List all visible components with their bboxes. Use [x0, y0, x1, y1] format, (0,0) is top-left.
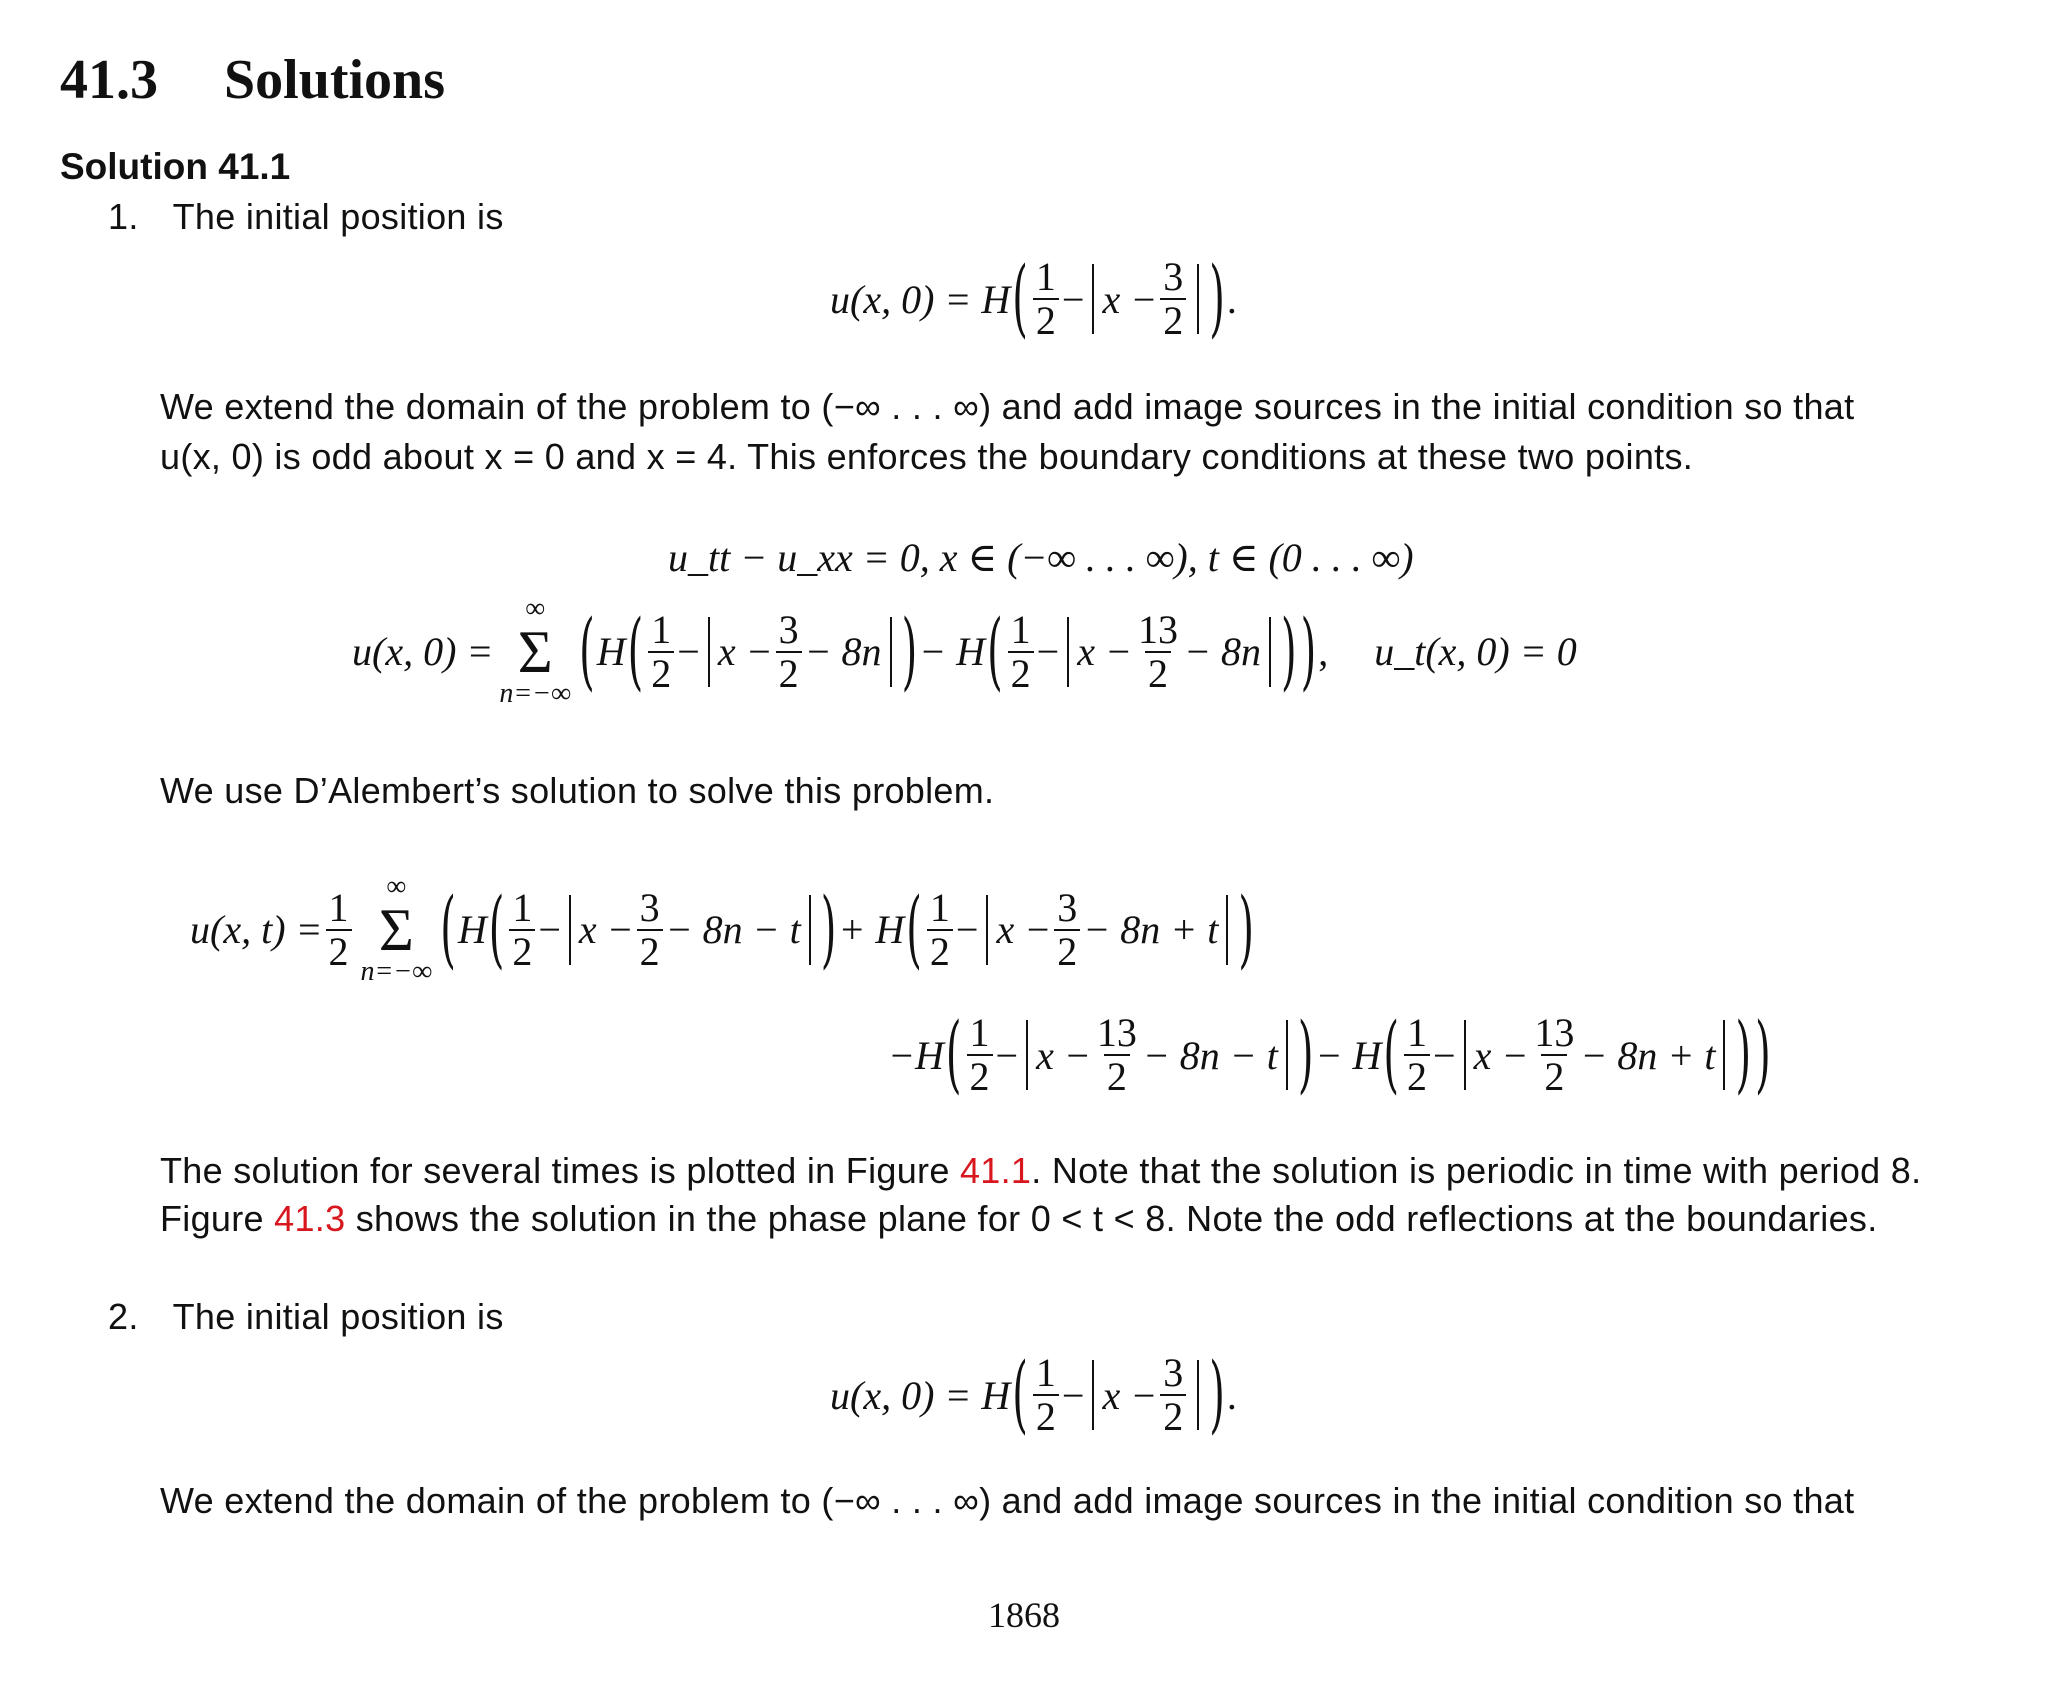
sol-lhs: u(x, t) =: [190, 907, 323, 953]
fraction-one-half: $\frac{1}{2}$: [648, 609, 674, 695]
solution-line-1: [190, 872, 1256, 988]
fraction-one-half: $\frac{1}{2}$: [927, 887, 953, 973]
abs-bar-right: [1723, 1020, 1725, 1090]
paren-left: (: [1383, 1006, 1400, 1104]
solution-label: Solution 41.1: [60, 146, 291, 187]
x-minus: x −: [1036, 1032, 1091, 1078]
x-minus: x −: [1077, 629, 1132, 675]
extend-paragraph-line-2: u(x, 0) is odd about x = 0 and x = 4. This enforces the boundary conditions at these two points.: [160, 436, 1694, 477]
x-minus: x −: [996, 907, 1052, 953]
fraction-half: $\frac{1}{2}$: [326, 887, 352, 973]
paren-right: ): [1209, 250, 1225, 348]
abs-bar-right: [809, 895, 811, 965]
fraction-one-half: $\frac{1}{2}$: [1008, 609, 1034, 695]
minus-sign: −: [538, 907, 561, 953]
ic-lhs: u(x, 0) =: [352, 629, 494, 675]
fraction-one-half: $\frac{1}{2}$: [1033, 1352, 1059, 1438]
x-minus: x −: [1473, 1032, 1529, 1078]
sol-b1: −H: [888, 1032, 944, 1078]
abs-bar-left: [1092, 264, 1094, 334]
sol-b2-tail: − 8n + t: [1580, 1032, 1716, 1078]
ic-term-1-tail: − 8n: [804, 629, 882, 675]
sol-b1-tail: − 8n − t: [1142, 1032, 1278, 1078]
minus-sign: −: [955, 907, 979, 953]
fraction-thirteen-halves: $\frac{13}{2}$: [1534, 1010, 1575, 1099]
fraction-one-half: $\frac{1}{2}$: [1033, 256, 1059, 342]
ic-mid: − H: [919, 629, 986, 675]
figure-ref-41-3[interactable]: 41.3: [274, 1198, 346, 1239]
section-heading: [60, 48, 445, 112]
figure-ref-41-1[interactable]: 41.1: [959, 1150, 1032, 1191]
item-1-marker: 1.: [108, 196, 139, 237]
paren-right: ): [1297, 1006, 1314, 1104]
fraction-thirteen-halves: $\frac{13}{2}$: [1137, 606, 1178, 696]
paren-right: ): [1238, 881, 1254, 979]
equation-initial-position-2: [830, 1346, 1237, 1444]
paren-left: (: [488, 881, 505, 979]
eq-lhs: u(x, 0) = H: [830, 1372, 1011, 1418]
paren-left: (: [627, 603, 644, 701]
minus-sign: −: [1036, 629, 1060, 675]
x-minus: x −: [717, 629, 773, 675]
minus-sign: −: [1061, 276, 1085, 322]
eq-period: .: [1226, 1372, 1237, 1418]
abs-bar-right: [890, 617, 892, 687]
paren-left: (: [945, 1006, 962, 1104]
fraction-three-halves: $\frac{3}{2}$: [776, 609, 802, 695]
paren-right: ): [820, 881, 837, 979]
abs-bar-left: [986, 895, 988, 965]
fraction-one-half: $\frac{1}{2}$: [1404, 1012, 1430, 1098]
paren-outer-right: ): [1755, 1006, 1771, 1104]
item-1-intro: [108, 196, 504, 238]
paren-right: ): [901, 603, 918, 701]
abs-bar-right: [1269, 617, 1271, 687]
plot-paragraph-line-1: The solution for several times is plotted in Figure 41.1. Note that the solution is periodic in time with period 8.: [160, 1150, 1922, 1191]
item-2-extend-paragraph: We extend the domain of the problem to (−∞ . . . ∞) and add image sources in the initial condition so that: [160, 1480, 1855, 1521]
sol-a1-tail: − 8n − t: [665, 907, 801, 953]
section-number: 41.3: [60, 49, 158, 111]
abs-bar-left: [1026, 1020, 1028, 1090]
page-number: 1868: [988, 1595, 1060, 1635]
fraction-three-halves: $\frac{3}{2}$: [1054, 887, 1080, 973]
paren-right: ): [1735, 1006, 1752, 1104]
eq-x: x −: [1102, 1372, 1158, 1418]
item-1-intro-text: The initial position is: [172, 196, 504, 237]
plot-paragraph-line-2: Figure 41.3 shows the solution in the phase plane for 0 < t < 8. Note the odd reflections at the boundaries.: [160, 1198, 1878, 1239]
minus-sign: −: [995, 1032, 1019, 1078]
equation-initial-position: [830, 250, 1237, 348]
eq-lhs: u(x, 0) = H: [830, 276, 1011, 322]
ic-velocity: u_t(x, 0) = 0: [1374, 629, 1577, 675]
fraction-thirteen-halves: $\frac{13}{2}$: [1096, 1010, 1137, 1099]
minus-sign: −: [1433, 1032, 1456, 1078]
sol-a2-tail: − 8n + t: [1083, 907, 1219, 953]
paren-left: (: [987, 603, 1003, 701]
sol-b2: − H: [1315, 1032, 1382, 1078]
item-2-intro-text: The initial position is: [172, 1296, 504, 1337]
abs-bar-left: [1464, 1020, 1466, 1090]
comma: ,: [1318, 629, 1329, 675]
paren-right: ): [1209, 1346, 1225, 1444]
section-title: Solutions: [224, 49, 445, 111]
fraction-one-half: $\frac{1}{2}$: [967, 1012, 993, 1098]
ic-term-2-tail: − 8n: [1183, 629, 1261, 675]
image-source-initial-condition: [352, 594, 1577, 710]
minus-sign: −: [1061, 1372, 1085, 1418]
abs-bar-left: [1092, 1360, 1094, 1430]
fraction-three-halves: $\frac{3}{2}$: [1160, 1352, 1186, 1438]
pde-equation: u_tt − u_xx = 0, x ∈ (−∞ . . . ∞), t ∈ (0 . . . ∞): [668, 535, 1414, 580]
x-minus: x −: [578, 907, 634, 953]
sol-a1: H: [457, 907, 487, 953]
extend-paragraph-line-1: We extend the domain of the problem to (−∞ . . . ∞) and add image sources in the initial condition so that: [160, 386, 1855, 427]
paren-left: (: [1012, 250, 1028, 348]
item-2-marker: 2.: [108, 1296, 139, 1337]
dalembert-sentence: We use D’Alembert’s solution to solve this problem.: [160, 770, 995, 811]
abs-bar-left: [708, 617, 710, 687]
paren-outer-right: ): [1300, 603, 1317, 701]
paren-left: (: [906, 881, 922, 979]
abs-bar-right: [1226, 895, 1228, 965]
summation: ∞ Σ n=−∞: [360, 871, 433, 987]
paren-outer-left: (: [579, 603, 595, 701]
abs-bar-left: [569, 895, 571, 965]
abs-bar-right: [1197, 264, 1199, 334]
paren-outer-left: (: [440, 881, 456, 979]
eq-x: x −: [1102, 276, 1158, 322]
fraction-three-halves: $\frac{3}{2}$: [637, 887, 663, 973]
paren-right: ): [1280, 603, 1297, 701]
fraction-three-halves: $\frac{3}{2}$: [1160, 256, 1186, 342]
eq-period: .: [1226, 276, 1237, 322]
paren-left: (: [1012, 1346, 1028, 1444]
fraction-one-half: $\frac{1}{2}$: [509, 887, 535, 973]
ic-term-1: H: [596, 629, 626, 675]
abs-bar-right: [1197, 1360, 1199, 1430]
abs-bar-left: [1067, 617, 1069, 687]
abs-bar-right: [1286, 1020, 1288, 1090]
summation: ∞ Σ n=−∞: [499, 593, 572, 709]
solution-line-2: [888, 1006, 1773, 1104]
minus-sign: −: [677, 629, 700, 675]
item-2-intro: [108, 1296, 504, 1338]
sol-a2: + H: [838, 907, 905, 953]
